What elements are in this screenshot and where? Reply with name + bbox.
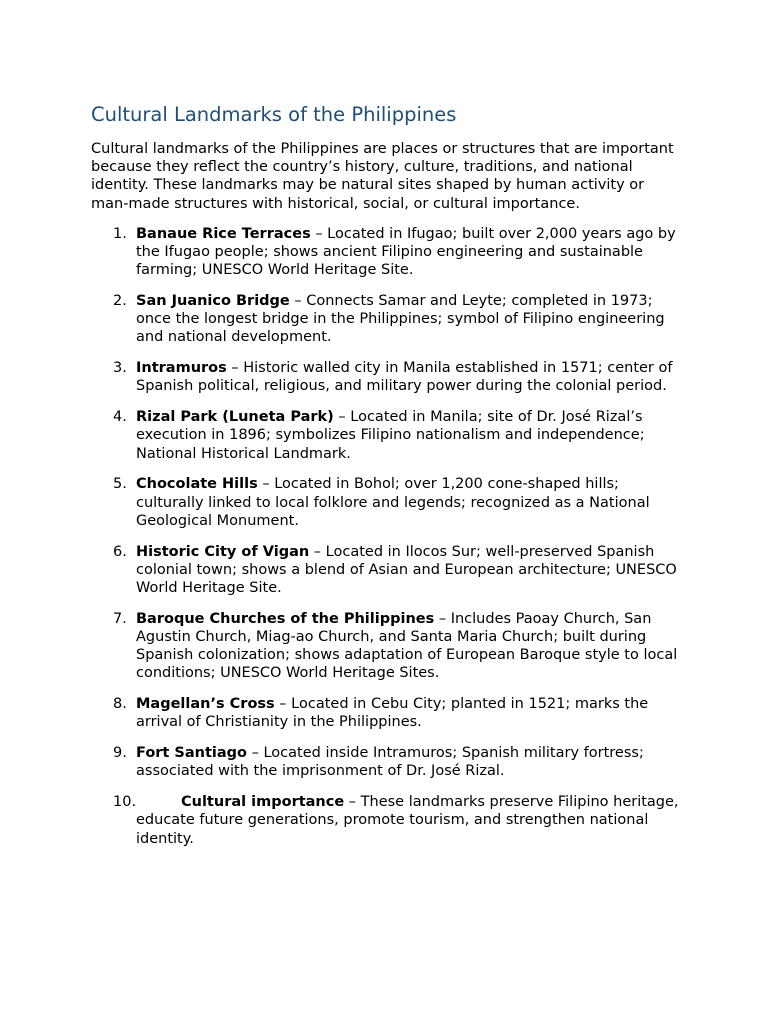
- landmark-description: – Connects Samar and Leyte; completed in 1973; once the longest bridge in the Philippines; symbol of Filipino engineering and national development.: [136, 293, 665, 346]
- landmark-description: – Located in Manila; site of Dr. José Rizal’s execution in 1896; symbolizes Filipino nationalism and independence; National Historical Landmark.: [136, 409, 645, 462]
- list-item: [91, 359, 681, 395]
- list-item-number: 3.: [113, 360, 127, 377]
- landmark-description: – Located in Ilocos Sur; well-preserved Spanish colonial town; shows a blend of Asian and European architecture; UNESCO World Heritage Site.: [136, 543, 677, 597]
- intro-paragraph: Cultural landmarks of the Philippines are places or structures that are important because they reflect the country’s history, culture, traditions, and national identity. These landmarks may be natural sites shaped by human activity or man-made structures with historical, social, or cultural importance.: [91, 141, 674, 212]
- list-item: [91, 543, 681, 598]
- list-item: [91, 475, 681, 530]
- list-item-number: 7.: [113, 610, 127, 627]
- list-item-number: 8.: [113, 696, 127, 713]
- landmark-name: Rizal Park (Luneta Park): [136, 409, 334, 426]
- list-item: [91, 610, 681, 683]
- landmark-description: – Located in Ifugao; built over 2,000 years ago by the Ifugao people; shows ancient Filipino engineering and sustainable farming; UNESCO World Heritage Site.: [136, 225, 676, 279]
- landmark-name: Chocolate Hills: [136, 476, 258, 493]
- landmark-description: – Located inside Intramuros; Spanish military fortress; associated with the imprisonment of Dr. José Rizal.: [136, 745, 644, 780]
- document-title: Cultural Landmarks of the Philippines: [91, 103, 457, 126]
- landmark-list: [91, 225, 681, 848]
- list-item: [91, 225, 681, 280]
- list-item-number: 5.: [113, 476, 127, 493]
- list-item: [91, 292, 681, 347]
- landmark-name: Cultural importance: [181, 794, 345, 811]
- landmark-description: – Historic walled city in Manila established in 1571; center of Spanish political, religious, and military power during the colonial period.: [136, 360, 673, 395]
- landmark-description: – Located in Bohol; over 1,200 cone-shaped hills; culturally linked to local folklore and legends; recognized as a National Geological Monument.: [136, 476, 650, 529]
- list-item: [91, 408, 681, 463]
- landmark-description: – These landmarks preserve Filipino heritage, educate future generations, promote tourism, and strengthen national identity.: [136, 794, 679, 847]
- landmark-name: Banaue Rice Terraces: [136, 225, 311, 242]
- list-item-number: 1.: [113, 225, 127, 242]
- landmark-name: Fort Santiago: [136, 745, 247, 762]
- list-item-number: 2.: [113, 293, 127, 310]
- landmark-description: – Located in Cebu City; planted in 1521; marks the arrival of Christianity in the Philippines.: [136, 696, 649, 731]
- landmark-description: – Includes Paoay Church, San Agustin Church, Miag-ao Church, and Santa Maria Church; built during Spanish colonization; shows adaptation of European Baroque style to local conditions; UNESCO World Heritage Sites.: [136, 610, 678, 682]
- list-item: [91, 744, 681, 780]
- list-item: [91, 695, 681, 731]
- landmark-name: San Juanico Bridge: [136, 293, 290, 310]
- landmark-name: Historic City of Vigan: [136, 543, 310, 560]
- list-item-number: 4.: [113, 409, 127, 426]
- list-item: [91, 793, 681, 848]
- document-page: [91, 102, 681, 860]
- landmark-name: Intramuros: [136, 360, 227, 377]
- list-item-number: 9.: [113, 745, 127, 762]
- landmark-name: Magellan’s Cross: [136, 696, 275, 713]
- landmark-name: Baroque Churches of the Philippines: [136, 610, 435, 627]
- list-item-number: 10.: [113, 794, 137, 811]
- list-item-number: 6.: [113, 543, 127, 560]
